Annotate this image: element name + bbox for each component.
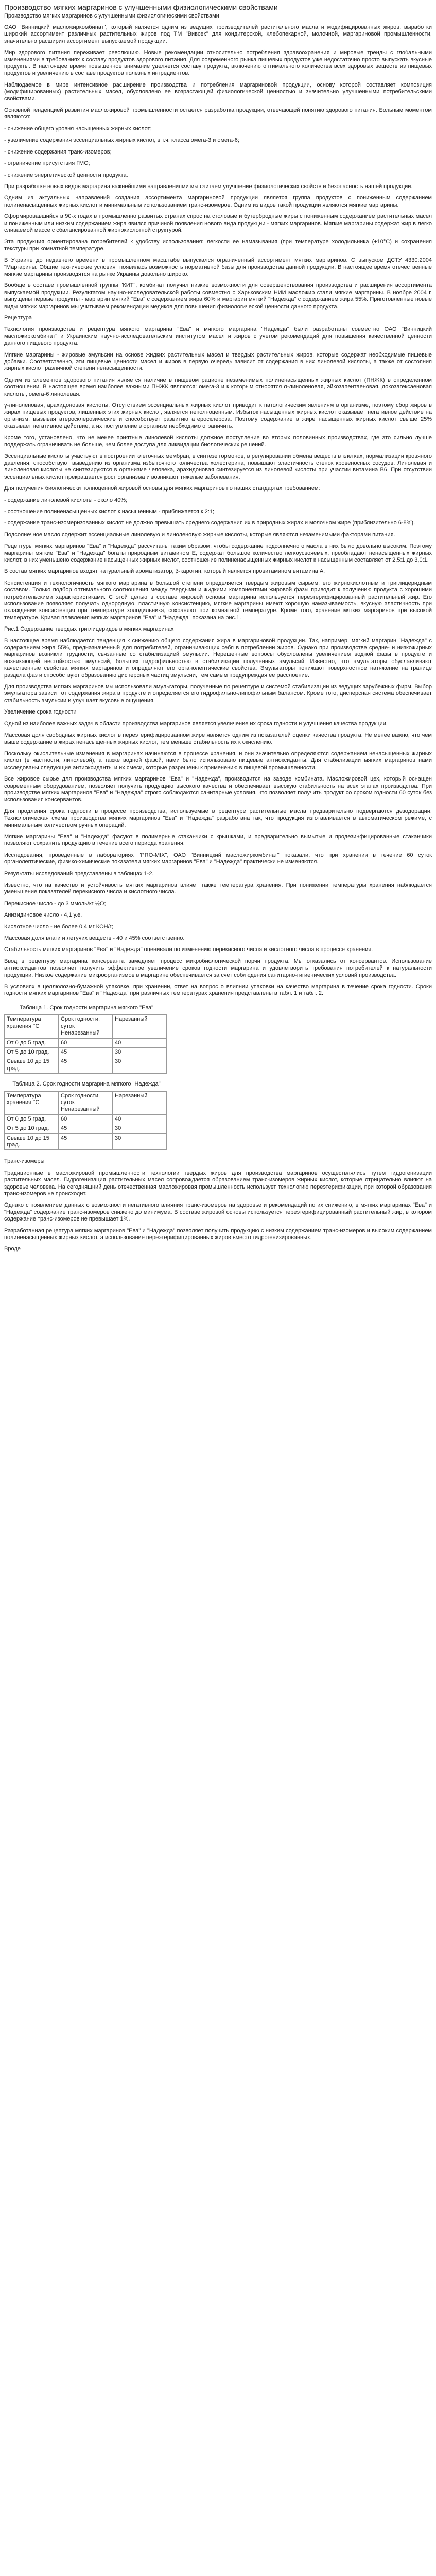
article-paragraph: Массовая доля свободных жирных кислот в переэтерифицированном жире является одним из показателей оценки качества продукта. Не менее важно, что чем выше содержание в жирах ненасыщенных жирных кислот, тем меньше стабильность их к окислению.: [4, 732, 432, 745]
article-paragraph: Известно, что на качество и устойчивость мягких маргаринов влияет также температура хранения. При понижении температуры хранения наблюдается уменьшение показателей перекисного числа и кислотного числа.: [4, 882, 432, 895]
article-paragraph: - содержание линолевой кислоты - около 40%;: [4, 497, 128, 503]
table-cell: От 5 до 10 град.: [5, 1047, 59, 1057]
table-cell: 60: [59, 1114, 113, 1124]
article-paragraph: Массовая доля влаги и летучих веществ - 40 и 45% соответственно.: [4, 935, 185, 942]
trans-paragraph: Однако с появлением данных о возможности негативного влияния транс-изомеров на здоровье и рекомендаций по их снижению, в мягких маргаринах "Ева" и "Надежда" содержание транс-изомеров снижено до минимума. В составе жировой основы используется переэтерифицированный растительный жир, в котором содержание транс-изомеров не превышает 1%.: [4, 1202, 432, 1223]
table-cell: Свыше 10 до 15 град.: [5, 1133, 59, 1150]
article-paragraph: Подсолнечное масло содержит эссенциальные линолевую и линоленовую жирные кислоты, которые являются незаменимыми факторами питания.: [4, 531, 395, 538]
article-paragraph: Мир здорового питания переживает революцию. Новые рекомендации относительно потребления здравоохранения и мировые тренды с глобальными изменениями в требованиях к составу продуктов здорового питания. Для современного рынка пищевых продуктов уже недостаточно просто выпускать вкусные продукты. В настоящее время повышенное внимание уделяется составу продукта, включению оптимального количества всех здоровых веществ из пищевых продуктов и увеличению в составе продуктов полезных ингредиентов.: [4, 49, 432, 77]
article-paragraph: - снижение энергетической ценности продукта.: [4, 172, 128, 178]
article-paragraph: - соотношение полиненасыщенных кислот к насыщенным - приближается к 2:1;: [4, 508, 215, 515]
article-paragraph: При разработке новых видов маргарина важнейшими направлениями мы считаем улучшение физиологических свойств и безопасность нашей продукции.: [4, 183, 413, 190]
article-paragraph: Рецептуры мягких маргаринов "Ева" и "Надежда" рассчитаны таким образом, чтобы содержание подсолнечного масла в них было довольно высоким. Поэтому маргарины мягкие "Ева" и "Надежда" богаты природным витамином Е, содержат большое количество легкоусвояемых, преобладают ненасыщенных жирных кислот, в них уменьшено содержание насыщенных жирных кислот, соотношение полиненасыщенных жирных кислот к насыщенным составляет от 2,5:1 до 3,0:1.: [4, 543, 432, 563]
article-paragraph: Результаты исследований представлены в таблицах 1-2.: [4, 870, 154, 877]
table-cell: 45: [59, 1047, 113, 1057]
article-paragraph: Ввод в рецептуру маргарина консерванта замедляет процесс микробиологической порчи продукта. Мы отказались от консервантов. Использование антиоксидантов позволяет получить эффективное увеличение сроков годности маргарина и удовлетворить требования потребителей к натуральности продукции. Низкое содержание микроорганизмов в маргарине обеспечивается за счет соблюдения санитарно-гигиенических условий производства.: [4, 958, 432, 978]
article-paragraph: Кроме того, установлено, что не менее приятные линолевой кислоты должное поступление во вторых половинных производствах, где это сильно лучше поддержать ограничивать не больше, чем более доступа для ликвидации биологических решений.: [4, 434, 432, 448]
article-paragraph: Для продления срока годности в процессе производства, используемые в рецептуре растительные масла предварительно подвергаются дезодорации. Технологическая схема производства мягких маргаринов "Ева" и "Надежда" разработана так, что продукция изготавливается в автоматическом режиме, с минимальным количеством ручных операций.: [4, 808, 432, 828]
trans-section-heading: Транс-изомеры: [4, 1158, 45, 1165]
article-paragraph: - снижение содержания транс-изомеров;: [4, 148, 112, 155]
table-cell: 30: [113, 1124, 167, 1133]
trans-section-body: [4, 1170, 432, 1242]
table-cell: 30: [113, 1133, 167, 1150]
table-cell: 40: [113, 1038, 167, 1047]
table-cell: От 5 до 10 град.: [5, 1124, 59, 1133]
page-title: Производство мягких маргаринов с улучшенными физиологическими свойствами: [4, 3, 278, 11]
trailing-text: Вроде: [4, 1246, 21, 1252]
table-cell: 45: [59, 1133, 113, 1150]
article-paragraph: Эта продукция ориентирована потребителей к удобству использования: легкости ее намазывания (при температуре холодильника (+10°С) и сохранения текстуры при комнатной температуре.: [4, 239, 432, 252]
article-paragraph: - содержание транс-изомеризованных кислот не должно превышать среднего содержания их в природных жирах и молочном жире (приблизительно 6-8%).: [4, 520, 415, 527]
table-caption: Таблица 2. Срок годности маргарина мягкого "Надежда": [12, 1081, 161, 1088]
table-header-cell: Нарезанный: [113, 1015, 167, 1038]
article-paragraph: Основной тенденцией развития масложировой промышленности остается разработка продукции, отвечающей понятию здорового питания. Больным моментом являются:: [4, 107, 432, 121]
shelf-life-table: [4, 1014, 167, 1074]
article-paragraph: Для производства мягких маргаринов мы использовали эмульгаторы, полученные по рецептуре и системой стабилизации из ведущих зарубежных фирм. Выбор эмульгатора зависит от содержания жира в продукте и определяется его гидрофильно-липофильным балансом. Кроме того, дисперсная система обеспечивает стабильность эмульсии и улучшает вкусовые ощущения.: [4, 684, 432, 704]
table-header-cell: Нарезанный: [113, 1091, 167, 1114]
table-header-row: [5, 1015, 167, 1038]
table-header-row: [5, 1091, 167, 1114]
article-paragraph: Кислотное число - не более 0,4 мг КОН/г;: [4, 923, 113, 930]
table-header-cell: Срок годности, суток Ненарезанный: [59, 1015, 113, 1038]
article-paragraph: Технология производства и рецептура мягкого маргарина "Ева" и мягкого маргарина "Надежда" были разработаны совместно ОАО "Винницкий масложиркомбинат" и Украинским научно-исследовательским институтом масел и жиров с учетом рекомендаций для повышения качественной ценности данного пищевого продукта.: [4, 326, 432, 347]
article-paragraph: Эссенциальные кислоты участвуют в построении клеточных мембран, в синтезе гормонов, в регулировании обмена веществ в клетках, нормализации кровяного давления, способствуют выведению из организма избыточного количества холестерина, повышают эластичность стенок кровеносных сосудов. Линолевая и линоленовая кислоты не синтезируются в организме человека, арахидоновая синтезируется из линолевой кислоты при участии витамина B6. При отсутствии эссенциальных кислот прекращается рост организма и возникают тяжелые заболевания.: [4, 453, 432, 480]
table-row: [5, 1124, 167, 1133]
table-cell: 45: [59, 1124, 113, 1133]
article-page: [0, 0, 436, 1261]
article-paragraph: Исследования, проведенные в лабораториях "PRO-MIX", ОАО "Винницкий масложиркомбинат" показали, что при хранении в течение 60 суток органолептические, физико-химические показатели мягких маргаринов "Ева" и "Надежда" практически не изменяются.: [4, 852, 432, 866]
article-paragraph: Для получения биологически полноценной жировой основы для мягких маргаринов по наших стандартах требованием:: [4, 485, 320, 492]
article-paragraph: В условиях в целлюлозно-бумажной упаковке, при хранении, ответ на вопрос о влиянии упаковки на качество маргарина в течение срока годности. Сроки годности мягких маргаринов "Ева" и "Надежда" при различных температурах хранения представлены в табл. 1 и табл. 2.: [4, 984, 432, 997]
table-cell: 30: [113, 1047, 167, 1057]
table-cell: От 0 до 5 град.: [5, 1038, 59, 1047]
table-row: [5, 1114, 167, 1124]
table-row: [5, 1038, 167, 1047]
page-subtitle: Производство мягких маргаринов с улучшенными физиологическими свойствами: [4, 13, 219, 19]
article-paragraph: Перекисное число - до 3 ммоль/кг ½О;: [4, 900, 106, 907]
article-paragraph: Одной из наиболее важных задач в области производства маргаринов является увеличение их срока годности и улучшения качества продукции.: [4, 720, 388, 727]
article-paragraph: Анизидиновое число - 4,1 у.е.: [4, 912, 82, 919]
article-paragraph: Стабильность мягких маргаринов "Ева" и "Надежда" оценивали по изменению перекисного числа и кислотного числа в процессе хранения.: [4, 946, 373, 953]
article-paragraph: Сформировавшийся в 90-х годах в промышленно развитых странах спрос на столовые и бутербродные жиры с пониженным содержанием растительных масел и пониженным или низким содержанием жира явился причиной появления нового вида продукции - мягких маргаринов. Мягкие маргарины содержат жир в легко сливаемой массе с сбалансированной жирнокислотной структурой.: [4, 213, 432, 233]
article-paragraph: Консистенция и технологичность мягкого маргарина в большой степени определяется твердым жировым сырьем, его жирнокислотным и триглицеридным составом. Только подбор оптимального соотношения между твердыми и жидкими компонентами жировой фазы приводит к получению продукта с хорошими потребительскими характеристиками. С этой целью в составе жировой основы маргарина используется переэтерифицированный растительный жир. Его использование позволяет получать однородную, пластичную консистенцию, мягкие маргарины имеют хорошую намазываемость, вкусную эластичность при охлаждении консистенция при температуре холодильника, сохраняют при комнатной температуре. Кроме того, хранение мягких маргаринов при высокой температуре. Кривая плавления мягких маргаринов "Ева" и "Надежда" показана на рис.1.: [4, 580, 432, 621]
trans-paragraph: Традиционные в масложировой промышленности технологии твердых жиров для производства маргаринов осуществлялись путем гидрогенизации растительных масел. Гидрогенизация растительных масел сопровождается образованием транс-изомеров жирных кислот, которые отрицательно влияют на здоровье человека. На сегодняшний день отечественная масложировая промышленность использует технологию переэтерификации, при которой образования транс-изомеров не происходит.: [4, 1170, 432, 1197]
table-row: [5, 1133, 167, 1150]
table-row: [5, 1047, 167, 1057]
article-paragraph: ОАО "Винницкий масложиркомбинат", который является одним из ведущих производителей растительного масла и модифицированных жиров, выработки широкий ассортимент различных растительных жиров под ТМ "Вивсек" для кондитерской, хлебопекарной, молочной, маргариновой промышленности, значительно расширил ассортимент выпускаемой продукции.: [4, 24, 432, 44]
table-cell: 40: [113, 1114, 167, 1124]
article-paragraph: Одним из актуальных направлений создания ассортимента маргариновой продукции является группа продуктов с пониженным содержанием полиненасыщенных жирных кислот и минимальным использованием транс-изомеров. Одним из видов такой продукции являются мягкие маргарины.: [4, 195, 432, 208]
article-paragraph: γ-линоленовая, арахидоновая кислоты. Отсутствием эссенциальных жирных кислот приводит к патологическим явлениям в организме, поэтому сбор жиров в жирах пищевых продуктов, лишенных этих жирных кислот, является неполноценным. Избыток насыщенных жирных кислот оказывает негативное действие на организм, вызывая атеросклерозические и способствует развитию атеросклероза. Поэтому содержание в жире насыщенных жирных кислот свыше 25% оказывает негативное действие, а их поступление в организм необходимо ограничить.: [4, 402, 432, 430]
trans-paragraph: Разработанная рецептура мягких маргаринов "Ева" и "Надежда" позволяет получить продукцию с низким содержанием транс-изомеров и высоким содержанием полиненасыщенных жирных кислот, а использование переэтерифицированных жиров вместо гидрогенизированных.: [4, 1227, 432, 1241]
article-paragraph: Рецептура: [4, 315, 32, 321]
shelf-life-tables: [4, 1005, 432, 1150]
article-paragraph: В состав мягких маргаринов входят натуральный ароматизатор, β-каротин, который является провитамином витамина А.: [4, 568, 325, 575]
article-paragraph: - увеличение содержания эссенциальных жирных кислот, в т.ч. класса омега-3 и омега-6;: [4, 137, 239, 144]
table-row: [5, 1057, 167, 1074]
article-paragraph: Поскольку окислительные изменения в маргаринах начинаются в процессе хранения, и они значительно определяются содержанием ненасыщенных жирных кислот (в частности, линолевой), а также водной фазой, нами было использовано пищевые антиоксиданты. Для стабилизации мягких маргаринов нами исследованы следующие антиоксиданты и их смеси, которые разрешены к применению в пищевой промышленности.: [4, 750, 432, 771]
shelf-life-table: [4, 1091, 167, 1150]
article-paragraph: Наблюдаемое в мире интенсивное расширение производства и потребления маргариновой продукции, основу которой составляет композиция (модифицированных) растительных масел, обусловлено ее возрастающей физиологической ценностью и значительно улучшенными потребительскими свойствами.: [4, 81, 432, 102]
article-paragraph: Мягкие маргарины - жировые эмульсии на основе жидких растительных масел и твердых растительных жиров, которые содержат необходимые пищевые добавки. Соответственно, эти пищевые ценности масел и жиров в первую очередь зависит от содержания в них линолевой кислоты, а также от состояния жирных кислот различной степени ненасыщенности.: [4, 351, 432, 372]
table-header-cell: Температура хранения °C: [5, 1015, 59, 1038]
article-paragraph: В настоящее время наблюдается тенденция к снижению общего содержания жира в маргариновой продукции. Так, например, мягкий маргарин "Надежда" с содержанием жира 55%, предназначенный для потребителей, ограничивающих себя в потреблении жиров. Однако при производстве средне- и низкожирных маргаринов возникли трудности, связанные со стабилизацией эмульсии. Нерешенные вопросы обусловлены увеличением водной фазы в продукте и возникающей нестойкостью эмульсий, больших гидрофильностью в стабилизации полученных эмульсий. Известно, что эмульгаторы обуславливают качественные свойства мягких маргаринов и определяют его органолептические свойства. Эмульгаторы понижают поверхностное натяжение на границе раздела фаз и способствуют образованию дисперсных частиц эмульсии, тем самым предупреждая ее расслоение.: [4, 637, 432, 679]
table-cell: 60: [59, 1038, 113, 1047]
article-paragraph: - ограничение присутствия ГМО;: [4, 160, 90, 167]
table-caption: Таблица 1. Срок годности маргарина мягкого "Ева": [19, 1004, 154, 1011]
table-cell: Свыше 10 до 15 град.: [5, 1057, 59, 1074]
article-paragraph: Одним из элементов здорового питания является наличие в пищевом рационе незаменимых полиненасыщенных жирных кислот (ПНЖК) в определенном соотношении. В настоящее время наиболее важными ПНЖК являются: омега-3 и к которым относятся α-линоленовая, эйкозапентаеновая, докозагексаеновая кислоты, омега-6 линолевая.: [4, 377, 432, 397]
article-body: [4, 24, 432, 997]
article-paragraph: Рис.1 Содержание твердых триглицеридов в мягких маргаринах: [4, 626, 174, 633]
article-paragraph: Мягкие маргарины "Ева" и "Надежда" фасуют в полимерные стаканчики с крышками, и предварительно вымытые и продезинфицированные стаканчики позволяют сохранить продукцию в течение всего периода хранения.: [4, 833, 432, 847]
article-paragraph: Все жировое сырье для производства мягких маргаринов "Ева" и "Надежда", производится на заводе комбината. Масложировой цех, который оснащен современным оборудованием, позволяет получить продукцию высокого качества и обеспечивает высокую стабильность на всех этапах производства. При производстве мягких маргаринов "Ева" и "Надежда" строго соблюдаются санитарные условия, что позволяет получить продукт со сроком годности 60 суток без использования консервантов.: [4, 776, 432, 803]
article-paragraph: Вообще в составе промышленной группы "КИТ", комбинат получил низкие возможности для совершенствования производства и расширения ассортимента выпускаемой продукции. Результатом научно-исследовательской работы совместно с Харьковским НИИ масложир стали мягкие маргарины. В ноябре 2004 г. выпущены первые продукты - маргарин мягкий "Ева" с содержанием жира 60% и маргарин мягкий "Надежда" с содержанием жира 55%. Приготовленные новые виды мягких маргаринов мы учитываем рекомендации медиков для повышения физиологической ценности данного продукта.: [4, 282, 432, 310]
table-cell: 45: [59, 1057, 113, 1074]
table-cell: 30: [113, 1057, 167, 1074]
article-paragraph: - снижение общего уровня насыщенных жирных кислот;: [4, 125, 152, 132]
article-paragraph: Увеличение срока годности: [4, 709, 77, 716]
table-header-cell: Температура хранения °C: [5, 1091, 59, 1114]
table-header-cell: Срок годности, суток Ненарезанный: [59, 1091, 113, 1114]
article-paragraph: В Украине до недавнего времени в промышленном масштабе выпускался ограниченный ассортимент мягких маргаринов. С выпуском ДСТУ 4330:2004 "Маргарины. Общие технические условия" появилась возможность нормативной базы для производства данной продукции. В настоящее время отечественные мягкие маргарины производятся на рынке Украины довольно широко.: [4, 257, 432, 277]
table-cell: От 0 до 5 град.: [5, 1114, 59, 1124]
